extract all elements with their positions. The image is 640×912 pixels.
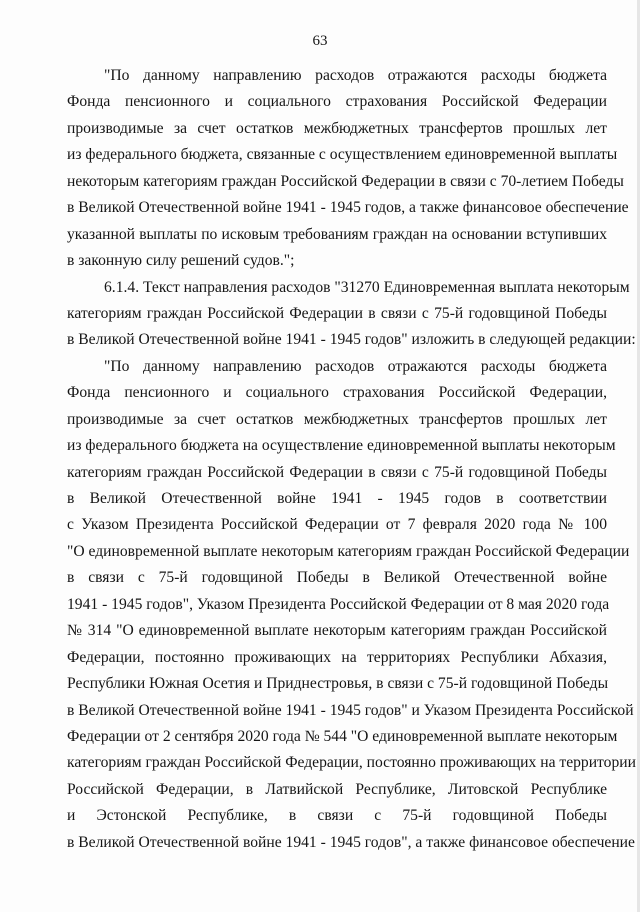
text-line: "О единовременной выплате некоторым категориям граждан Российской Федерации (67, 542, 630, 560)
text-line: Федерации, постоянно проживающих на территориях Республики Абхазия, (67, 648, 607, 666)
text-line: категориям граждан Российской Федерации в связи с 75-й годовщиной Победы (67, 304, 607, 322)
text-line: указанной выплаты по исковым требованиям граждан на основании вступивших (67, 225, 607, 243)
text-line: с Указом Президента Российской Федерации от 7 февраля 2020 года № 100 (67, 516, 607, 534)
text-line: производимые за счет остатков межбюджетных трансфертов прошлых лет (67, 410, 607, 428)
text-line: Федерации от 2 сентября 2020 года № 544 "О единовременной выплате некоторым (67, 727, 618, 745)
text-line: в Великой Отечественной войне 1941 - 1945 годов" и Указом Президента Российской (67, 701, 634, 719)
text-line: "По данному направлению расходов отражаются расходы бюджета (104, 67, 607, 84)
text-line: категориям граждан Российской Федерации, постоянно проживающих на территории (67, 754, 636, 772)
text-line: в Великой Отечественной войне 1941 - 1945 годов" изложить в следующей редакции: (67, 331, 636, 349)
text-line: в законную силу решений судов."; (67, 252, 295, 270)
text-line: 6.1.4. Текст направления расходов "31270 Единовременная выплата некоторым (104, 278, 630, 296)
text-line: и Эстонской Республике, в связи с 75-й годовщиной Победы (67, 807, 607, 825)
text-line: Российской Федерации, в Латвийской Республике, Литовской Республике (67, 780, 607, 798)
page-number: 63 (312, 33, 328, 49)
text-line: в Великой Отечественной войне 1941 - 1945 годов", а также финансовое обеспечение (67, 833, 635, 851)
text-line: категориям граждан Российской Федерации в связи с 75-й годовщиной Победы (67, 463, 607, 481)
text-line: в Великой Отечественной войне 1941 - 1945 годов в соответствии (67, 490, 607, 507)
text-line: Фонда пенсионного и социального страхования Российской Федерации (67, 93, 607, 111)
text-line: некоторым категориям граждан Российской Федерации в связи с 70-летием Победы (67, 172, 624, 190)
text-line: Республики Южная Осетия и Приднестровья, в связи с 75-й годовщиной Победы (67, 675, 609, 693)
text-line: № 314 "О единовременной выплате некоторым категориям граждан Российской (67, 622, 607, 640)
text-line: Фонда пенсионного и социального страхования Российской Федерации, (67, 384, 607, 402)
text-line: производимые за счет остатков межбюджетных трансфертов прошлых лет (67, 119, 607, 137)
text-line: в связи с 75-й годовщиной Победы в Великой Отечественной войне (67, 569, 607, 587)
text-line: в Великой Отечественной войне 1941 - 1945 годов, а также финансовое обеспечение (67, 199, 629, 217)
text-line: 1941 - 1945 годов", Указом Президента Российской Федерации от 8 мая 2020 года (67, 595, 610, 613)
text-line: из федерального бюджета на осуществление единовременной выплаты некоторым (67, 437, 616, 455)
text-line: из федерального бюджета, связанные с осуществлением единовременной выплаты (67, 146, 618, 164)
document-body (67, 63, 636, 856)
text-line: "По данному направлению расходов отражаются расходы бюджета (104, 357, 607, 375)
